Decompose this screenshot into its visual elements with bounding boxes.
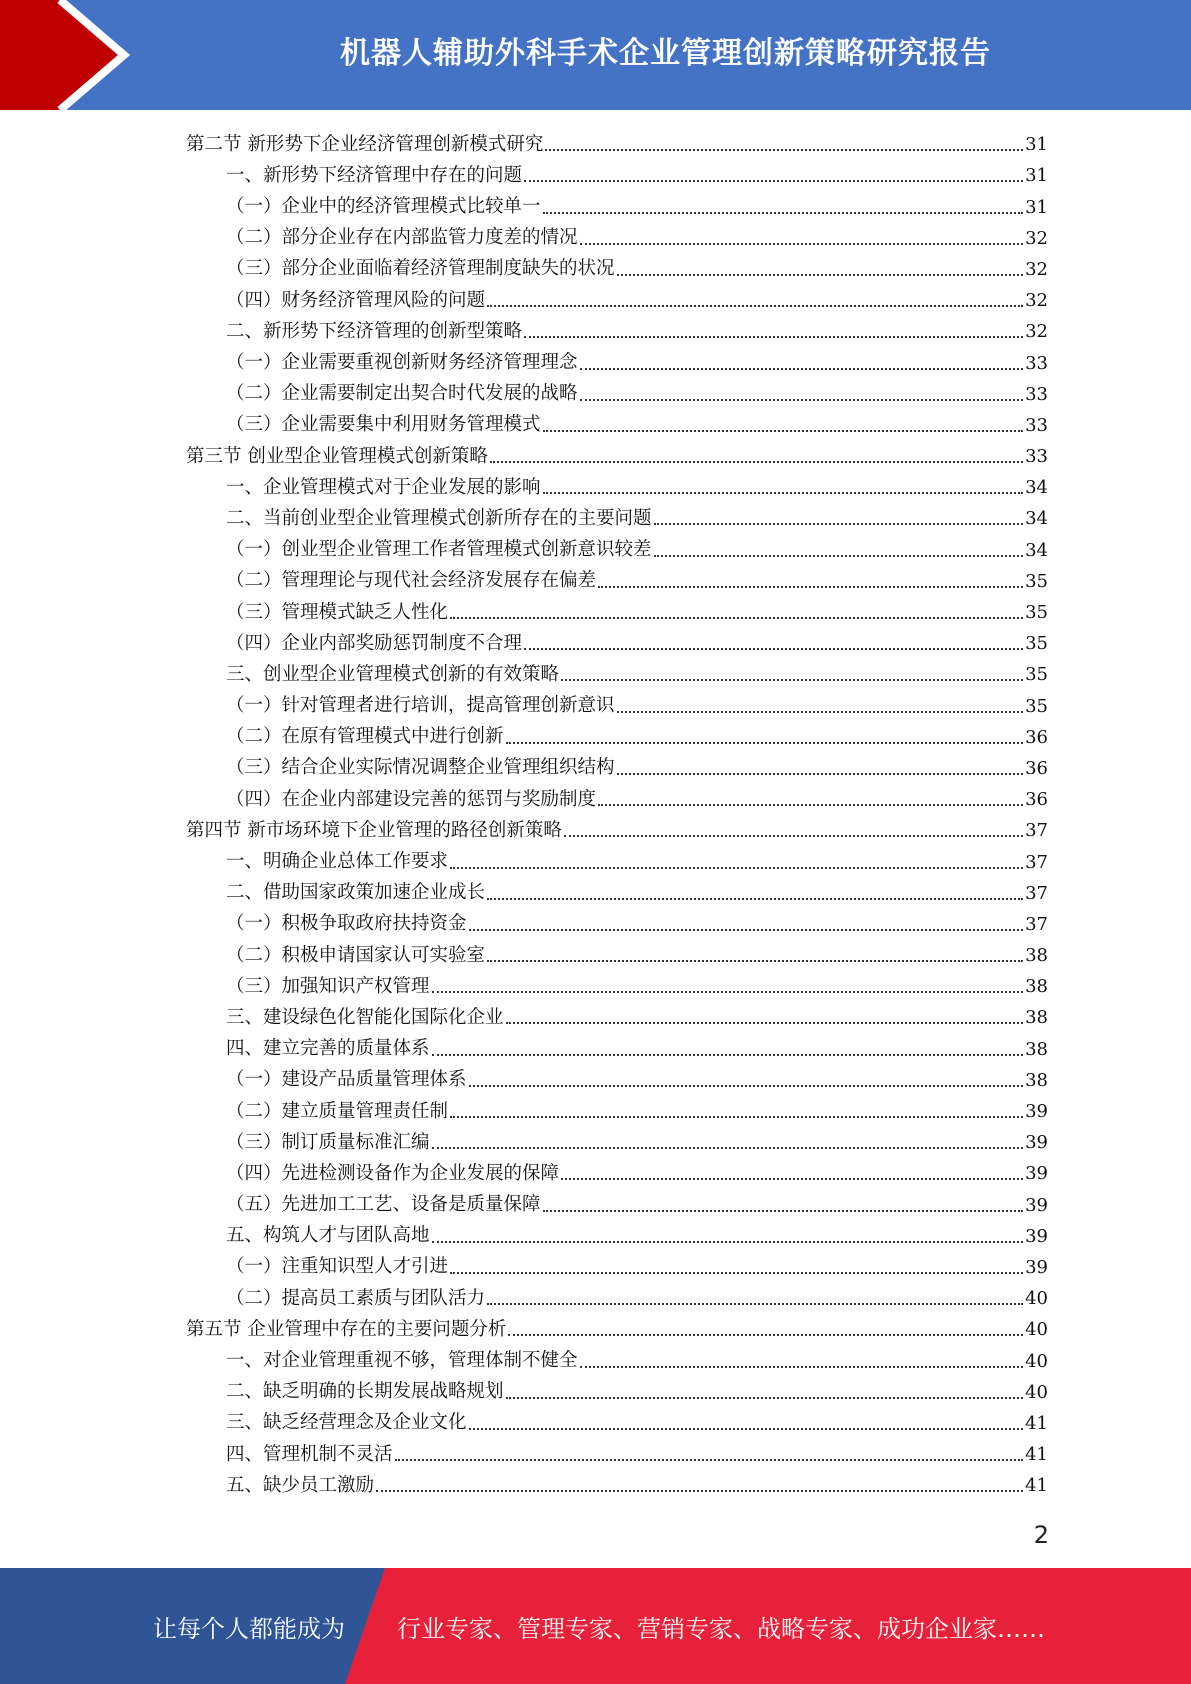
dot-leader [432,991,1024,993]
toc-entry-label: （一）企业需要重视创新财务经济管理理念 [226,352,578,373]
dot-leader [395,1459,1024,1461]
dot-leader [487,960,1023,962]
toc-page-number: 33 [1025,446,1048,468]
toc-entry-label: （一）建设产品质量管理体系 [226,1069,467,1091]
dot-leader [450,1272,1023,1274]
dot-leader [580,399,1024,401]
dot-leader [487,898,1023,900]
toc-entry-label: （三）制订质量标准汇编 [226,1131,430,1153]
toc-entry[interactable] [186,1002,1048,1033]
toc-entry[interactable] [186,971,1048,1002]
toc-entry-label: 五、构筑人才与团队高地 [226,1225,430,1247]
dot-leader [432,1147,1024,1149]
dot-leader [580,243,1024,245]
dot-leader [543,492,1024,494]
page-header [0,0,1191,110]
toc-page-number: 39 [1025,1256,1048,1278]
toc-page-number: 31 [1025,165,1048,187]
dot-leader [617,274,1024,276]
dot-leader [654,523,1024,525]
toc-entry[interactable] [186,628,1048,659]
toc-entry[interactable] [186,1158,1048,1189]
toc-page-number: 34 [1025,539,1048,561]
toc-entry[interactable] [186,1221,1048,1252]
toc-page-number: 33 [1025,383,1048,405]
dot-leader [506,1022,1024,1024]
toc-entry-label: （一）注重知识型人才引进 [226,1256,449,1278]
toc-entry-label: 第二节 新形势下企业经济管理创新模式研究 [186,133,544,155]
toc-entry[interactable] [186,846,1048,877]
toc-entry-label: （一）积极争取政府扶持资金 [226,913,467,935]
toc-entry-label: 五、缺少员工激励 [226,1474,375,1496]
toc-page-number: 33 [1025,352,1048,374]
dot-leader [654,555,1024,557]
dot-leader [564,835,1023,837]
toc-page-number: 41 [1025,1475,1048,1497]
toc-page-number: 31 [1025,196,1048,218]
toc-entry[interactable] [186,316,1048,347]
toc-entry-label: （四）企业内部奖励惩罚制度不合理 [226,632,523,654]
toc-entry-label: （四）在企业内部建设完善的惩罚与奖励制度 [226,788,597,810]
toc-page-number: 38 [1025,976,1048,998]
toc-entry[interactable] [186,472,1048,503]
toc-entry-label: 三、建设绿色化智能化国际化企业 [226,1006,504,1028]
toc-entry-label: 一、明确企业总体工作要求 [226,851,449,872]
dot-leader [490,461,1023,463]
dot-leader [506,1397,1024,1399]
toc-entry[interactable] [186,1189,1048,1220]
toc-entry-label: （一）企业中的经济管理模式比较单一 [226,196,541,218]
dot-leader [561,1178,1023,1180]
toc-page-number: 35 [1025,633,1048,655]
toc-entry-label: （三）部分企业面临着经济管理制度缺失的状况 [226,258,615,280]
toc-section-heading[interactable] [186,441,1048,472]
toc-entry[interactable] [186,597,1048,628]
toc-page-number: 38 [1025,1038,1048,1060]
toc-page-number: 36 [1025,789,1048,811]
toc-entry[interactable] [186,1408,1048,1439]
dot-leader [508,1334,1023,1336]
toc-page-number: 36 [1025,757,1048,779]
toc-entry-label: （一）创业型企业管理工作者管理模式创新意识较差 [226,539,652,561]
toc-section-heading[interactable] [186,129,1048,160]
dot-leader [561,679,1023,681]
toc-entry[interactable] [186,503,1048,534]
toc-entry-label: （二）建立质量管理责任制 [226,1100,449,1122]
toc-entry-label: 二、缺乏明确的长期发展战略规划 [226,1381,504,1403]
dot-leader [598,586,1023,588]
toc-entry[interactable] [186,1470,1048,1501]
toc-entry-label: （二）部分企业存在内部监管力度差的情况 [226,227,578,249]
footer-slogan-right: 行业专家、管理专家、营销专家、战略专家、成功企业家…… [397,1614,1045,1643]
toc-entry-label: 一、对企业管理重视不够，管理体制不健全 [226,1350,578,1371]
dot-leader [524,648,1023,650]
footer-slogan-left: 让每个人都能成为 [153,1614,345,1643]
dot-leader [487,1303,1023,1305]
toc-entry-label: 二、新形势下经济管理的创新型策略 [226,320,523,342]
toc-entry-label: （二）管理理论与现代社会经济发展存在偏差 [226,570,597,592]
dot-leader [376,1490,1023,1492]
toc-entry-label: （二）积极申请国家认可实验室 [226,944,486,966]
toc-entry[interactable] [186,784,1048,815]
toc-entry-label: 一、新形势下经济管理中存在的问题 [226,164,523,186]
toc-page-number: 36 [1025,726,1048,748]
toc-page-number: 40 [1025,1350,1048,1372]
page-footer [0,1568,1191,1684]
dot-leader [524,180,1023,182]
toc-page-number: 32 [1025,227,1048,249]
toc-page-number: 38 [1025,1069,1048,1091]
toc-entry-label: 一、企业管理模式对于企业发展的影响 [226,476,541,498]
toc-page-number: 38 [1025,945,1048,967]
toc-page-number: 41 [1025,1444,1048,1466]
toc-entry[interactable] [186,909,1048,940]
dot-leader [432,1241,1024,1243]
toc-page-number: 40 [1025,1288,1048,1310]
dot-leader [469,1085,1024,1087]
toc-entry-label: 第三节 创业型企业管理模式创新策略 [186,445,488,467]
dot-leader [450,617,1023,619]
toc-entry[interactable] [186,223,1048,254]
report-title: 机器人辅助外科手术企业管理创新策略研究报告 [340,36,991,71]
toc-page-number: 37 [1025,882,1048,904]
toc-entry[interactable] [186,379,1048,410]
dot-leader [543,1210,1024,1212]
toc-page-number: 34 [1025,477,1048,499]
toc-page-number: 40 [1025,1381,1048,1403]
toc-entry[interactable] [186,1252,1048,1283]
toc-page-number: 33 [1025,414,1048,436]
toc-entry-label: 三、缺乏经营理念及企业文化 [226,1412,467,1434]
toc-section-heading[interactable] [186,815,1048,846]
dot-leader [432,1054,1024,1056]
toc-entry-label: 三、创业型企业管理模式创新的有效策略 [226,663,560,685]
toc-entry[interactable] [186,1127,1048,1158]
dot-leader [469,1428,1024,1430]
toc-entry-label: 二、借助国家政策加速企业成长 [226,882,486,904]
dot-leader [506,742,1024,744]
dot-leader [469,929,1024,931]
toc-page-number: 39 [1025,1132,1048,1154]
toc-page-number: 32 [1025,258,1048,280]
toc-entry-label: 四、管理机制不灵活 [226,1443,393,1465]
toc-entry[interactable] [186,1096,1048,1127]
toc-entry-label: （二）在原有管理模式中进行创新 [226,726,504,748]
toc-entry[interactable] [186,722,1048,753]
toc-page-number: 35 [1025,570,1048,592]
toc-entry-label: 四、建立完善的质量体系 [226,1038,430,1060]
toc-entry[interactable] [186,690,1048,721]
toc-entry-label: （三）企业需要集中利用财务管理模式 [226,414,541,436]
toc-page-number: 39 [1025,1101,1048,1122]
toc-page-number: 35 [1025,602,1048,623]
toc-page-number: 38 [1025,1007,1048,1029]
toc-entry-label: （五）先进加工工艺、设备是质量保障 [226,1194,541,1216]
toc-entry-label: （三）结合企业实际情况调整企业管理组织结构 [226,757,615,779]
toc-section-heading[interactable] [186,1314,1048,1345]
toc-entry[interactable] [186,940,1048,971]
toc-page-number: 37 [1025,820,1048,842]
toc-entry-label: 第五节 企业管理中存在的主要问题分析 [186,1318,507,1340]
toc-entry[interactable] [186,534,1048,565]
toc-entry[interactable] [186,1439,1048,1470]
toc-entry[interactable] [186,1283,1048,1314]
dot-leader [450,867,1023,869]
toc-entry[interactable] [186,1033,1048,1064]
toc-page-number: 39 [1025,1194,1048,1216]
dot-leader [580,368,1024,370]
toc-entry-label: 第四节 新市场环境下企业管理的路径创新策略 [186,819,562,841]
toc-entry[interactable] [186,254,1048,285]
toc-entry[interactable] [186,160,1048,191]
toc-page-number: 35 [1025,695,1048,717]
toc-entry[interactable] [186,1065,1048,1096]
dot-leader [617,711,1024,713]
toc-entry-label: （四）先进检测设备作为企业发展的保障 [226,1162,560,1184]
toc-entry[interactable] [186,1345,1048,1376]
toc-entry[interactable] [186,753,1048,784]
toc-entry-label: （四）财务经济管理风险的问题 [226,289,486,311]
toc-entry-label: （二）企业需要制定出契合时代发展的战略 [226,383,578,405]
dot-leader [543,212,1024,214]
toc-page-number: 31 [1025,134,1048,156]
toc-page-number: 37 [1025,851,1048,873]
toc-entry[interactable] [186,347,1048,378]
toc-entry[interactable] [186,1377,1048,1408]
toc-entry-label: （三）加强知识产权管理 [226,975,430,997]
dot-leader [545,149,1023,151]
table-of-contents [186,129,1048,1501]
toc-page-number: 32 [1025,290,1048,312]
toc-page-number: 32 [1025,321,1048,343]
red-chevron-graphic [0,0,150,110]
dot-leader [450,1116,1023,1118]
dot-leader [524,336,1023,338]
toc-page-number: 39 [1025,1163,1048,1185]
toc-page-number: 39 [1025,1225,1048,1247]
toc-entry-label: （三）管理模式缺乏人性化 [226,601,449,623]
dot-leader [617,773,1024,775]
toc-entry[interactable] [186,878,1048,909]
dot-leader [487,305,1023,307]
toc-page-number: 41 [1025,1412,1048,1434]
toc-entry[interactable] [186,659,1048,690]
toc-page-number: 40 [1025,1319,1048,1341]
dot-leader [598,804,1023,806]
toc-entry-label: （一）针对管理者进行培训，提高管理创新意识 [226,695,615,717]
toc-entry[interactable] [186,191,1048,222]
dot-leader [580,1366,1024,1368]
toc-entry[interactable] [186,410,1048,441]
page-number: 2 [1033,1521,1049,1549]
toc-entry[interactable] [186,285,1048,316]
toc-entry-label: （二）提高员工素质与团队活力 [226,1287,486,1309]
toc-entry[interactable] [186,566,1048,597]
toc-page-number: 35 [1025,664,1048,686]
toc-entry-label: 二、当前创业型企业管理模式创新所存在的主要问题 [226,507,652,529]
dot-leader [543,430,1024,432]
toc-page-number: 37 [1025,913,1048,935]
toc-page-number: 34 [1025,508,1048,530]
